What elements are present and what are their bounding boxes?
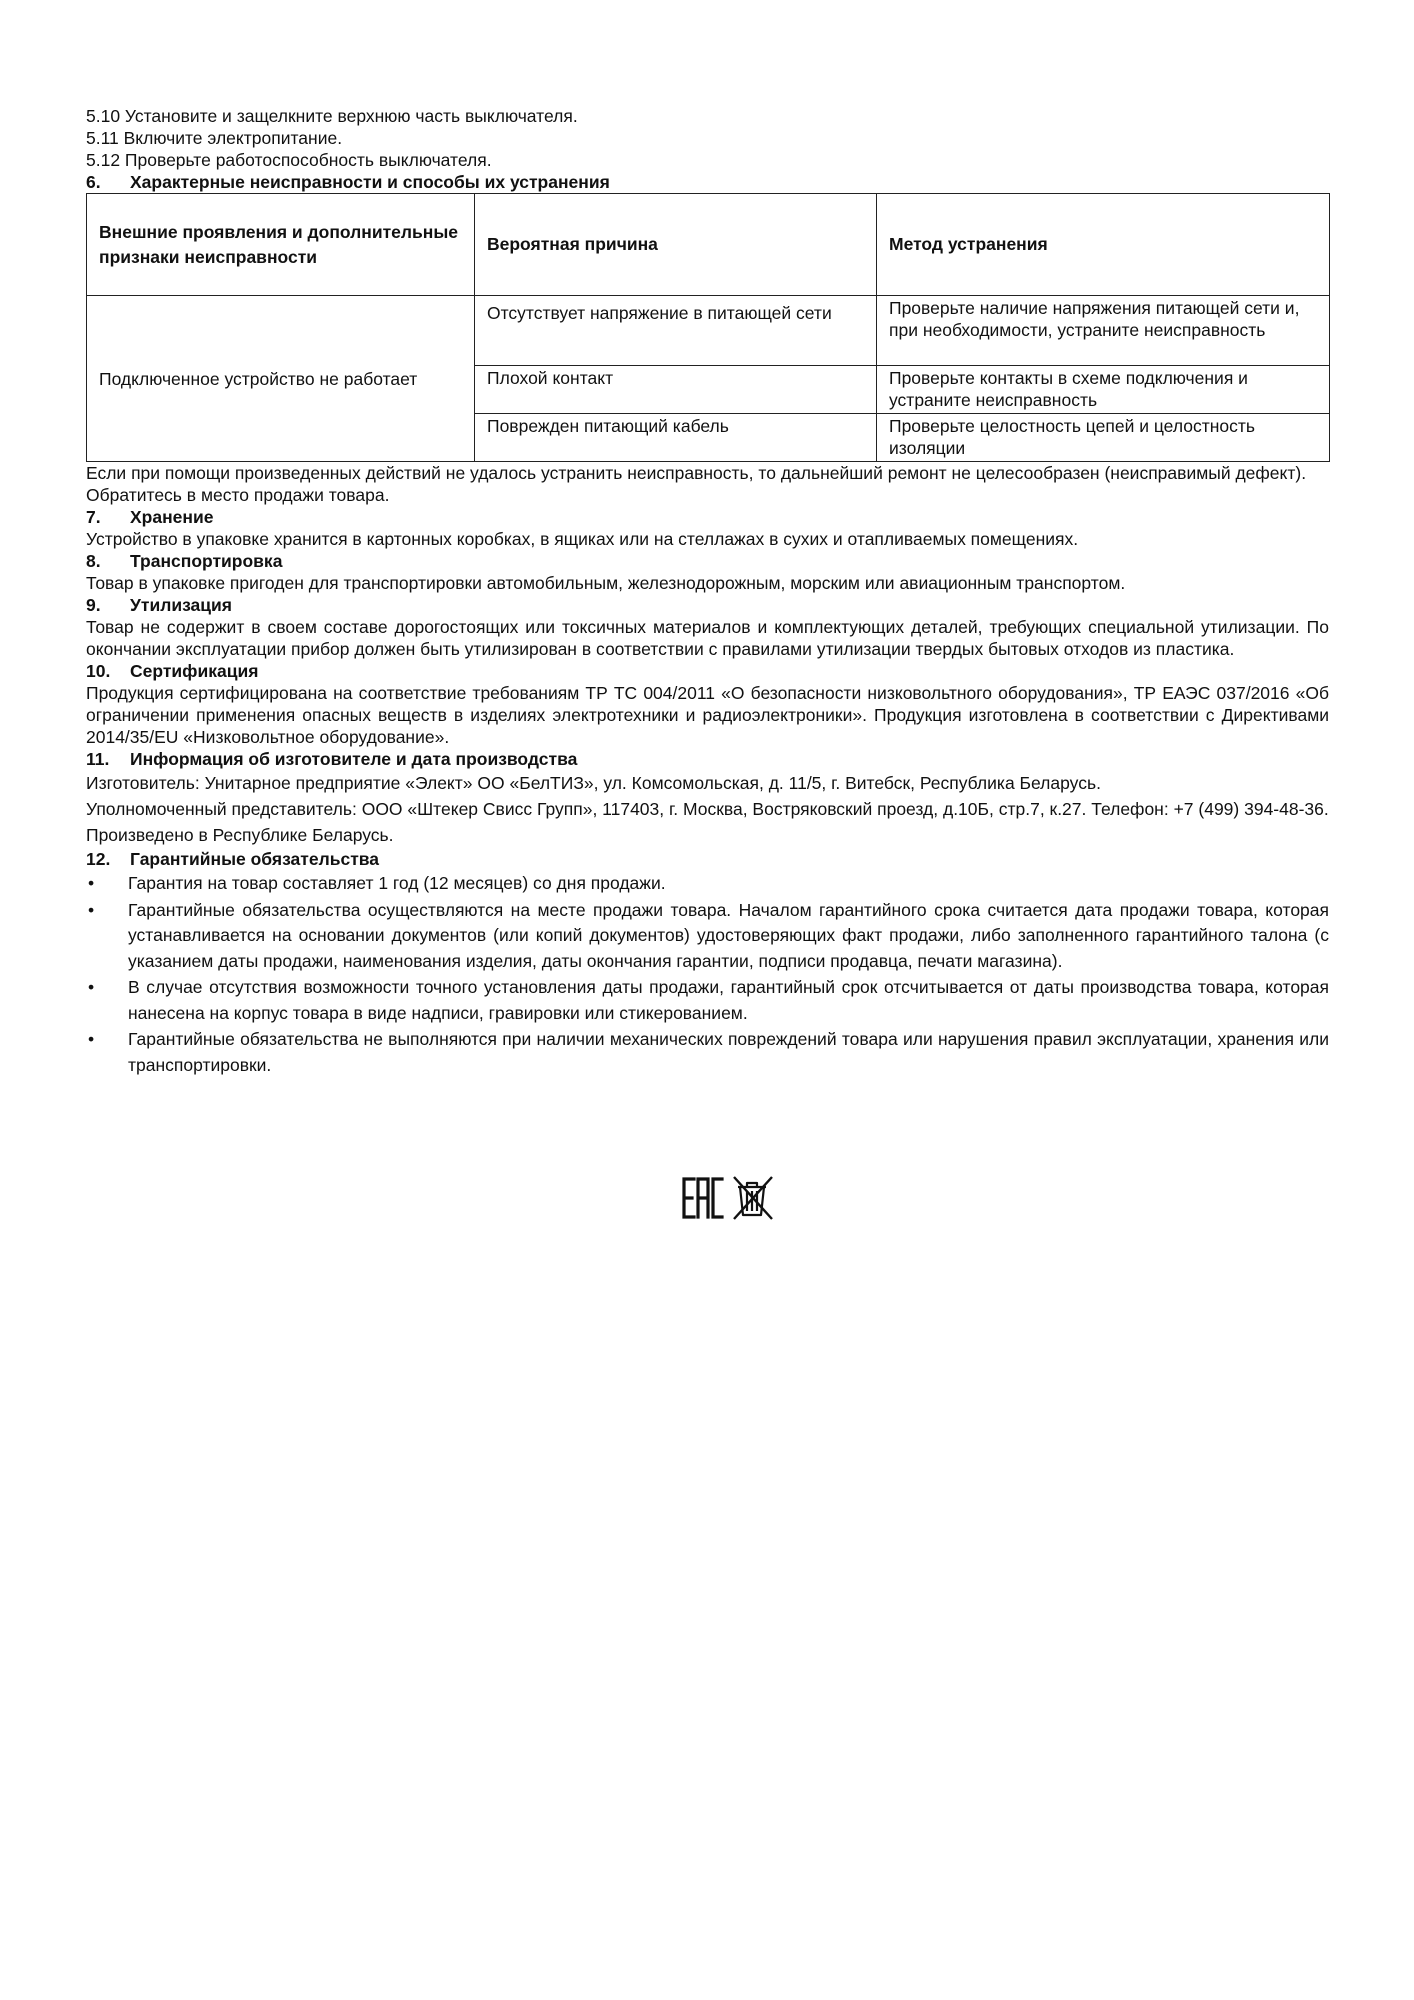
faults-table <box>86 193 1330 462</box>
step-5-11: 5.11 Включите электропитание. <box>86 128 343 148</box>
list-item: • Гарантийные обязательства осуществляются на месте продажи товара. Началом гарантийного срока считается дата продажи товара, которая устанавливается на основании документов (или копий документов) удостоверяющих факт продажи, либо заполненного гарантийного талона (с указанием даты продажи, наименования изделия, даты окончания гарантии, подписи продавца, печати магазина). <box>86 898 1329 975</box>
section-8-heading: 8. Транспортировка <box>86 551 283 571</box>
fix-cell: Проверьте контакты в схеме подключения и устраните неисправность <box>877 366 1330 414</box>
origin-text: Произведено в Республике Беларусь. <box>86 825 394 845</box>
crossed-out-bin-icon <box>734 1177 772 1219</box>
section-9-text: Товар не содержит в своем составе дорогостоящих или токсичных материалов и комплектующих деталей, требующих специальной утилизации. По окончании эксплуатации прибор должен быть утилизирован в соответствии с правилами утилизации твердых бытовых отходов из пластика. <box>86 617 1329 659</box>
section-6-note: Если при помощи произведенных действий не удалось устранить неисправность, то дальнейший ремонт не целесообразен (неисправимый дефект). Обратитесь в место продажи товара. <box>86 463 1307 505</box>
list-item: • В случае отсутствия возможности точного установления даты продажи, гарантийный срок отсчитывается от даты производства товара, которая нанесена на корпус товара в виде надписи, гравировки или стикерованием. <box>86 975 1329 1026</box>
list-item: • Гарантийные обязательства не выполняются при наличии механических повреждений товара или нарушения правил эксплуатации, хранения или транспортировки. <box>86 1027 1329 1078</box>
section-12-heading: 12. Гарантийные обязательства <box>86 849 380 869</box>
header-cause: Вероятная причина <box>475 194 877 296</box>
section-10-heading: 10. Сертификация <box>86 661 259 681</box>
section-8-text: Товар в упаковке пригоден для транспортировки автомобильным, железнодорожным, морским или авиационным транспортом. <box>86 573 1126 593</box>
eac-mark-icon <box>682 1173 778 1223</box>
table-row <box>87 296 1330 366</box>
list-item: • Гарантия на товар составляет 1 год (12 месяцев) со дня продажи. <box>86 871 1329 897</box>
cause-cell: Поврежден питающий кабель <box>475 414 877 462</box>
section-10-text: Продукция сертифицирована на соответствие требованиям ТР ТС 004/2011 «О безопасности низковольтного оборудования», ТР ЕАЭС 037/2016 «Об ограничении применения опасных веществ в изделиях электротехники и радиоэлектроники». Продукция изготовлена в соответствии с Директивами 2014/35/EU «Низковольтное оборудование». <box>86 683 1329 747</box>
section-6-heading: 6. Характерные неисправности и способы их устранения <box>86 172 610 192</box>
warranty-list <box>86 871 1329 1078</box>
section-7-text: Устройство в упаковке хранится в картонных коробках, в ящиках или на стеллажах в сухих и отапливаемых помещениях. <box>86 529 1079 549</box>
header-method: Метод устранения <box>877 194 1330 296</box>
cause-cell: Отсутствует напряжение в питающей сети <box>475 296 877 366</box>
symptom-cell: Подключенное устройство не работает <box>87 296 475 462</box>
step-5-12: 5.12 Проверьте работоспособность выключателя. <box>86 150 492 170</box>
step-5-10: 5.10 Установите и защелкните верхнюю часть выключателя. <box>86 106 578 126</box>
section-7-heading: 7. Хранение <box>86 507 214 527</box>
document-page <box>86 105 1329 1078</box>
fix-cell: Проверьте наличие напряжения питающей сети и, при необходимости, устраните неисправность <box>877 296 1330 366</box>
cause-cell: Плохой контакт <box>475 366 877 414</box>
fix-cell: Проверьте целостность цепей и целостность изоляции <box>877 414 1330 462</box>
section-11-heading: 11. Информация об изготовителе и дата производства <box>86 749 578 769</box>
certification-marks <box>682 1173 778 1223</box>
header-symptoms: Внешние проявления и дополнительные признаки неисправности <box>87 194 475 296</box>
manufacturer-text: Изготовитель: Унитарное предприятие «Элект» ОО «БелТИЗ», ул. Комсомольская, д. 11/5, г. Витебск, Республика Беларусь. <box>86 773 1101 793</box>
section-9-heading: 9. Утилизация <box>86 595 233 615</box>
representative-text: Уполномоченный представитель: ООО «Штекер Свисс Групп», 117403, г. Москва, Востряковский проезд, д.10Б, стр.7, к.27. Телефон: +7 (499) 394-48-36. <box>86 799 1329 819</box>
table-header-row <box>87 194 1330 296</box>
